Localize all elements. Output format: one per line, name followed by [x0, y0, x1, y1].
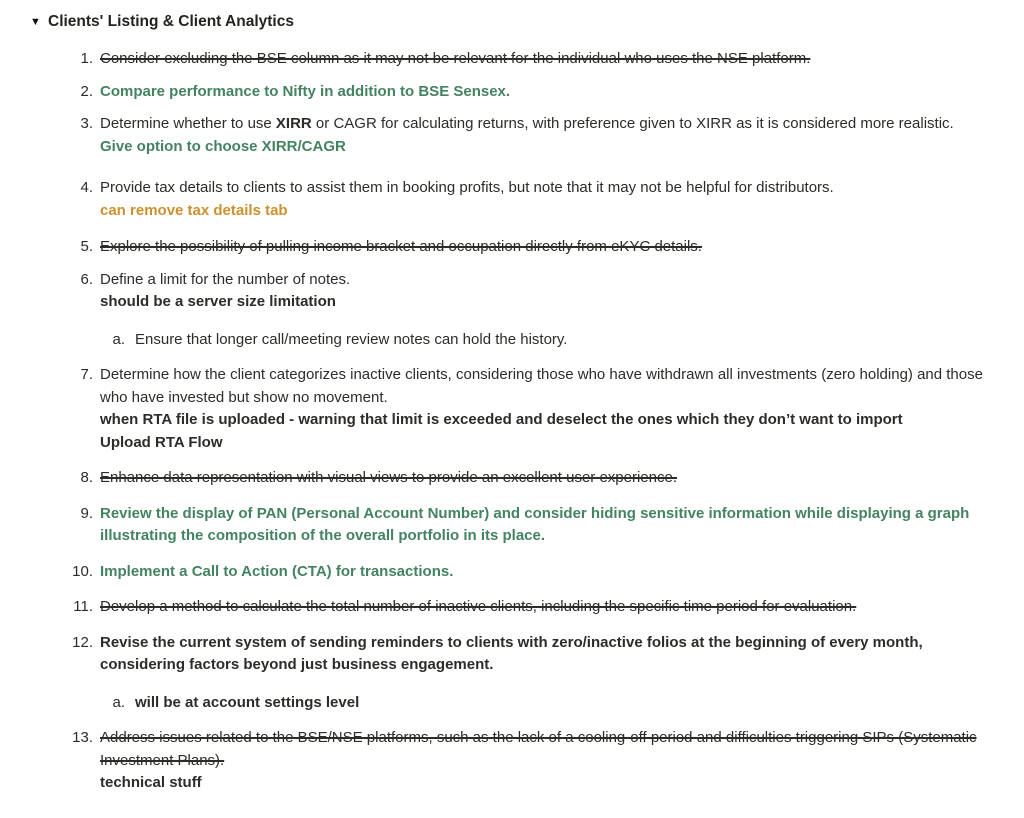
list-item-line: [100, 364, 992, 409]
list-item: [30, 269, 994, 352]
text-segment-bold: Upload RTA Flow: [100, 433, 223, 451]
list-item-number: 12.: [72, 633, 93, 651]
list-item-content: [100, 48, 992, 71]
list-item-number: 2.: [80, 82, 93, 100]
text-segment-green: Compare performance to Nifty in addition to BSE Sensex.: [100, 82, 511, 100]
list-item-content: [100, 467, 992, 490]
text-segment-orange: can remove tax details tab: [100, 201, 288, 219]
list-item-line: [100, 632, 992, 677]
list-item-line: [135, 692, 992, 715]
text-segment-normal: Determine whether to use: [100, 115, 276, 132]
list-item-line: [100, 113, 992, 136]
text-segment-normal: Define a limit for the number of notes.: [100, 270, 351, 288]
sub-list-item: [100, 329, 992, 352]
sub-list-item-number: a.: [112, 693, 125, 711]
text-segment-bold: XIRR: [275, 115, 312, 132]
list-item-content: [100, 503, 992, 548]
page-section-title: Clients' Listing & Client Analytics: [48, 13, 294, 30]
list-item: [30, 727, 994, 795]
list-item: [30, 81, 994, 104]
sub-list-item: [100, 692, 992, 715]
list-item-line: [100, 432, 992, 455]
text-segment-normal: Provide tax details to clients to assist them in booking profits, but note that it may not be helpful for distributors.: [100, 179, 834, 196]
text-segment-bold: will be at account settings level: [135, 693, 360, 711]
list-item: [30, 467, 994, 490]
list-item-line: [100, 596, 992, 619]
list-item-line: [100, 48, 992, 71]
list-item-number: 11.: [73, 598, 93, 615]
text-segment-normal: Determine how the client categorizes inactive clients, considering those who have withdrawn all investments (zero holding) and those who have invested but show no movement.: [100, 366, 983, 406]
list-item-line: [100, 503, 992, 548]
list-item: [30, 236, 994, 259]
list-item-line: [100, 200, 992, 223]
numbered-list: [30, 48, 994, 795]
list-item: [30, 632, 994, 715]
list-item-line: [100, 136, 992, 159]
list-item: [30, 364, 994, 454]
list-item-line: [100, 177, 992, 200]
sub-list-item-content: [135, 329, 992, 352]
list-item: [30, 596, 994, 619]
list-item-line: [100, 81, 992, 104]
text-segment-bold: technical stuff: [100, 774, 202, 791]
list-item-line: [135, 329, 992, 352]
list-item-content: [100, 364, 992, 454]
list-item-number: 13.: [72, 729, 93, 746]
list-item-number: 10.: [72, 562, 93, 580]
sub-list-item-content: [135, 692, 992, 715]
list-item-content: [100, 177, 992, 222]
text-segment-normal: Ensure that longer call/meeting review notes can hold the history.: [135, 330, 568, 348]
text-segment-normal: or CAGR for calculating returns, with preference given to XIRR as it is considered more realistic.: [311, 115, 954, 132]
list-item-content: [100, 236, 992, 259]
list-item-number: 7.: [80, 366, 93, 383]
text-segment-strike: Develop a method to calculate the total number of inactive clients, including the specific time period for evaluation.: [100, 598, 857, 615]
text-segment-green: Review the display of PAN (Personal Account Number) and consider hiding sensitive information while displaying a graph illustrating the composition of the overall portfolio in its place.: [100, 504, 970, 544]
list-item: [30, 177, 994, 222]
list-item-content: [100, 561, 992, 584]
list-item-line: [100, 772, 992, 795]
list-item-content: [100, 269, 992, 352]
list-item-number: 1.: [80, 50, 93, 67]
text-segment-green: Give option to choose XIRR/CAGR: [100, 137, 346, 155]
text-segment-strike: Address issues related to the BSE/NSE platforms, such as the lack of a cooling-off period and difficulties triggering SIPs (Systematic Investment Plans).: [100, 729, 977, 769]
list-item-line: [100, 727, 992, 772]
toggle-collapse-icon[interactable]: ▼: [30, 16, 41, 28]
list-item-number: 4.: [80, 179, 93, 196]
sub-list-item-number: a.: [112, 330, 125, 348]
text-segment-strike: Consider excluding the BSE column as it may not be relevant for the individual who uses the NSE platform.: [100, 50, 811, 67]
list-item: [30, 561, 994, 584]
text-segment-bold: Revise the current system of sending reminders to clients with zero/inactive folios at the beginning of every month, considering factors beyond just business engagement.: [100, 633, 923, 673]
text-segment-bold: when RTA file is uploaded - warning that limit is exceeded and deselect the ones which they don’t want to import: [100, 411, 903, 428]
list-item: [30, 503, 994, 548]
list-item-content: [100, 81, 992, 104]
list-item-number: 8.: [80, 469, 93, 486]
text-segment-bold: should be a server size limitation: [100, 293, 336, 310]
list-item: [30, 48, 994, 71]
list-item-line: [100, 236, 992, 259]
list-item-content: [100, 113, 992, 158]
list-item-line: [100, 269, 992, 292]
list-item-number: 3.: [80, 115, 93, 132]
list-item-line: [100, 561, 992, 584]
toggle-header: [30, 12, 994, 33]
list-item-content: [100, 632, 992, 715]
list-item-content: [100, 727, 992, 795]
list-item-number: 5.: [80, 238, 93, 255]
list-item-line: [100, 291, 992, 314]
text-segment-strike: Enhance data representation with visual views to provide an excellent user experience.: [100, 469, 678, 486]
list-item-line: [100, 467, 992, 490]
text-segment-strike: Explore the possibility of pulling income bracket and occupation directly from eKYC details.: [100, 238, 702, 255]
list-item-content: [100, 596, 992, 619]
list-item-line: [100, 409, 992, 432]
list-item-number: 9.: [80, 504, 93, 522]
text-segment-green: Implement a Call to Action (CTA) for transactions.: [100, 562, 454, 580]
list-item-number: 6.: [80, 270, 93, 288]
list-item: [30, 113, 994, 158]
